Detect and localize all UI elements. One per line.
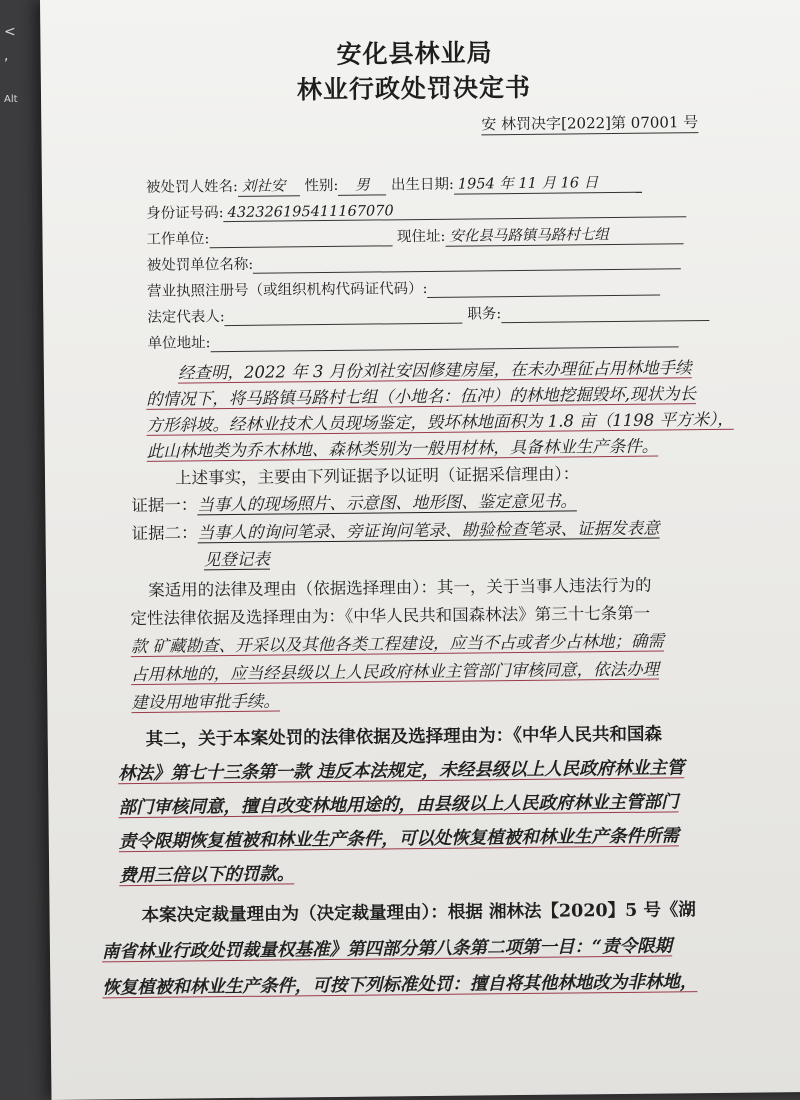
discretion-line: 恢复植被和林业生产条件，可按下列标准处罚：擅自将其他林地改为非林地， [102,972,698,999]
birth-value: 1954 年 11 月 16 日 [454,171,642,195]
discretion-line: 南省林业行政处罚裁量权基准》第四部分第八条第二项第一目：“责令限期 [101,936,673,963]
unit-address-label: 单位地址: [147,335,211,352]
law1-line: 建设用地审批手续。 [131,691,280,713]
form-row-work: 工作单位: ​ 现住址: 安化县马路镇马路村七组 [146,222,683,250]
evidence2-continuation: 见登记表 [203,549,270,570]
discretion-line: 本案决定裁量理由为（决定裁量理由）：根据 湘林法【2020】5 号《湖 [141,900,696,926]
gender-label: 性别: [304,177,339,195]
birth-label: 出生日期: [390,176,454,194]
id-label: 身份证号码: [146,205,224,222]
law2-line: 林法》第七十三条第一款 违反本法规定，未经县级以上人民政府林业主管 [118,758,685,785]
facts-line: 此山林地类为乔木林地、森林类别为一般用材林，具备林业生产条件。 [146,436,659,461]
document-number: 安 林罚决字[2022]第 07001 号 [481,113,699,134]
unit-label: 被处罚单位名称: [146,256,254,274]
evidence1-label: 证据一： [131,495,198,516]
law2-line: 费用三倍以下的罚款。 [119,864,295,887]
background-edge-text [4,20,18,112]
id-value: 432326195411167070 [224,200,687,222]
law2-line: 责令限期恢复植被和林业生产条件，可以处恢复植被和林业生产条件所需 [118,826,679,853]
work-label: 工作单位: [146,231,210,248]
evidence-intro: 上述事实，主要由下列证据予以证明（证据采信理由）： [174,464,580,488]
law1-line: 案适用的法律及理由（依据选择理由）：其一，关于当事人违法行为的 [148,575,652,600]
name-label: 被处罚人姓名: [145,178,238,196]
license-label: 营业执照注册号（或组织机构代码证代码）: [146,280,428,300]
law1-line: 款 矿藏勘查、开采以及其他各类工程建设，应当不占或者少占林地；确需 [130,631,665,657]
document-title: 林业行政处罚决定书 [296,72,532,105]
law1-line: 定性法律依据及选择理由为：《中华人民共和国森林法》第三十七条第一 [130,603,651,629]
form-row-name [146,171,642,198]
evidence1-text: 当事人的现场照片、示意图、地形图、鉴定意见书。 [197,491,577,515]
position-label: 职务: [467,306,502,323]
gender-value: 男 [338,173,386,196]
form-row-rep: 法定代表人: ​ 职务: ​ [147,300,709,327]
form-row-id [146,196,687,223]
facts-line: 方形斜坡。经林业技术人员现场鉴定，毁坏林地面积为 1.8 亩（1198 平方米）， [146,409,734,435]
form-row-unit: 被处罚单位名称: ​ [147,248,682,275]
org-title: 安化县林业局 [336,38,493,69]
law2-line: 部门审核同意，擅自改变林地用途的，由县级以上人民政府林业主管部门 [118,792,679,819]
evidence-row-1 [131,487,577,516]
law2-line: 其二，关于本案处罚的法律依据及选择理由为：《中华人民共和国森 [145,724,663,750]
address-value: 安化县马路镇马路村七组 [445,222,683,246]
edge-glyph: Alt [4,94,18,105]
evidence2-text: 当事人的询问笔录、旁证询问笔录、勘验检查笔录、证据发表意 [197,518,660,543]
form-row-unit-address: 单位地址: ​ [147,326,678,353]
facts-line: 的情况下，将马路镇马路村七组（小地名：伍冲）的林地挖掘毁坏,现状为长 [146,384,697,409]
address-label: 现住址: [396,228,446,246]
form-row-license: 营业执照注册号（或组织机构代码证代码）: ​ [147,275,661,301]
name-value: 刘社安 [238,174,300,197]
edge-glyph: , [4,48,9,64]
evidence2-label: 证据二： [131,523,198,544]
facts-line: 经查明，2022 年 3 月份刘社安因修建房屋，在未办理征占用林地手续 [177,358,692,383]
law1-line: 占用林地的，应当经县级以上人民政府林业主管部门审核同意，依法办理 [130,659,660,685]
evidence-row-2 [131,515,659,545]
document-paper [40,0,800,1100]
rep-label: 法定代表人: [147,309,225,326]
edge-glyph: < [4,24,16,40]
